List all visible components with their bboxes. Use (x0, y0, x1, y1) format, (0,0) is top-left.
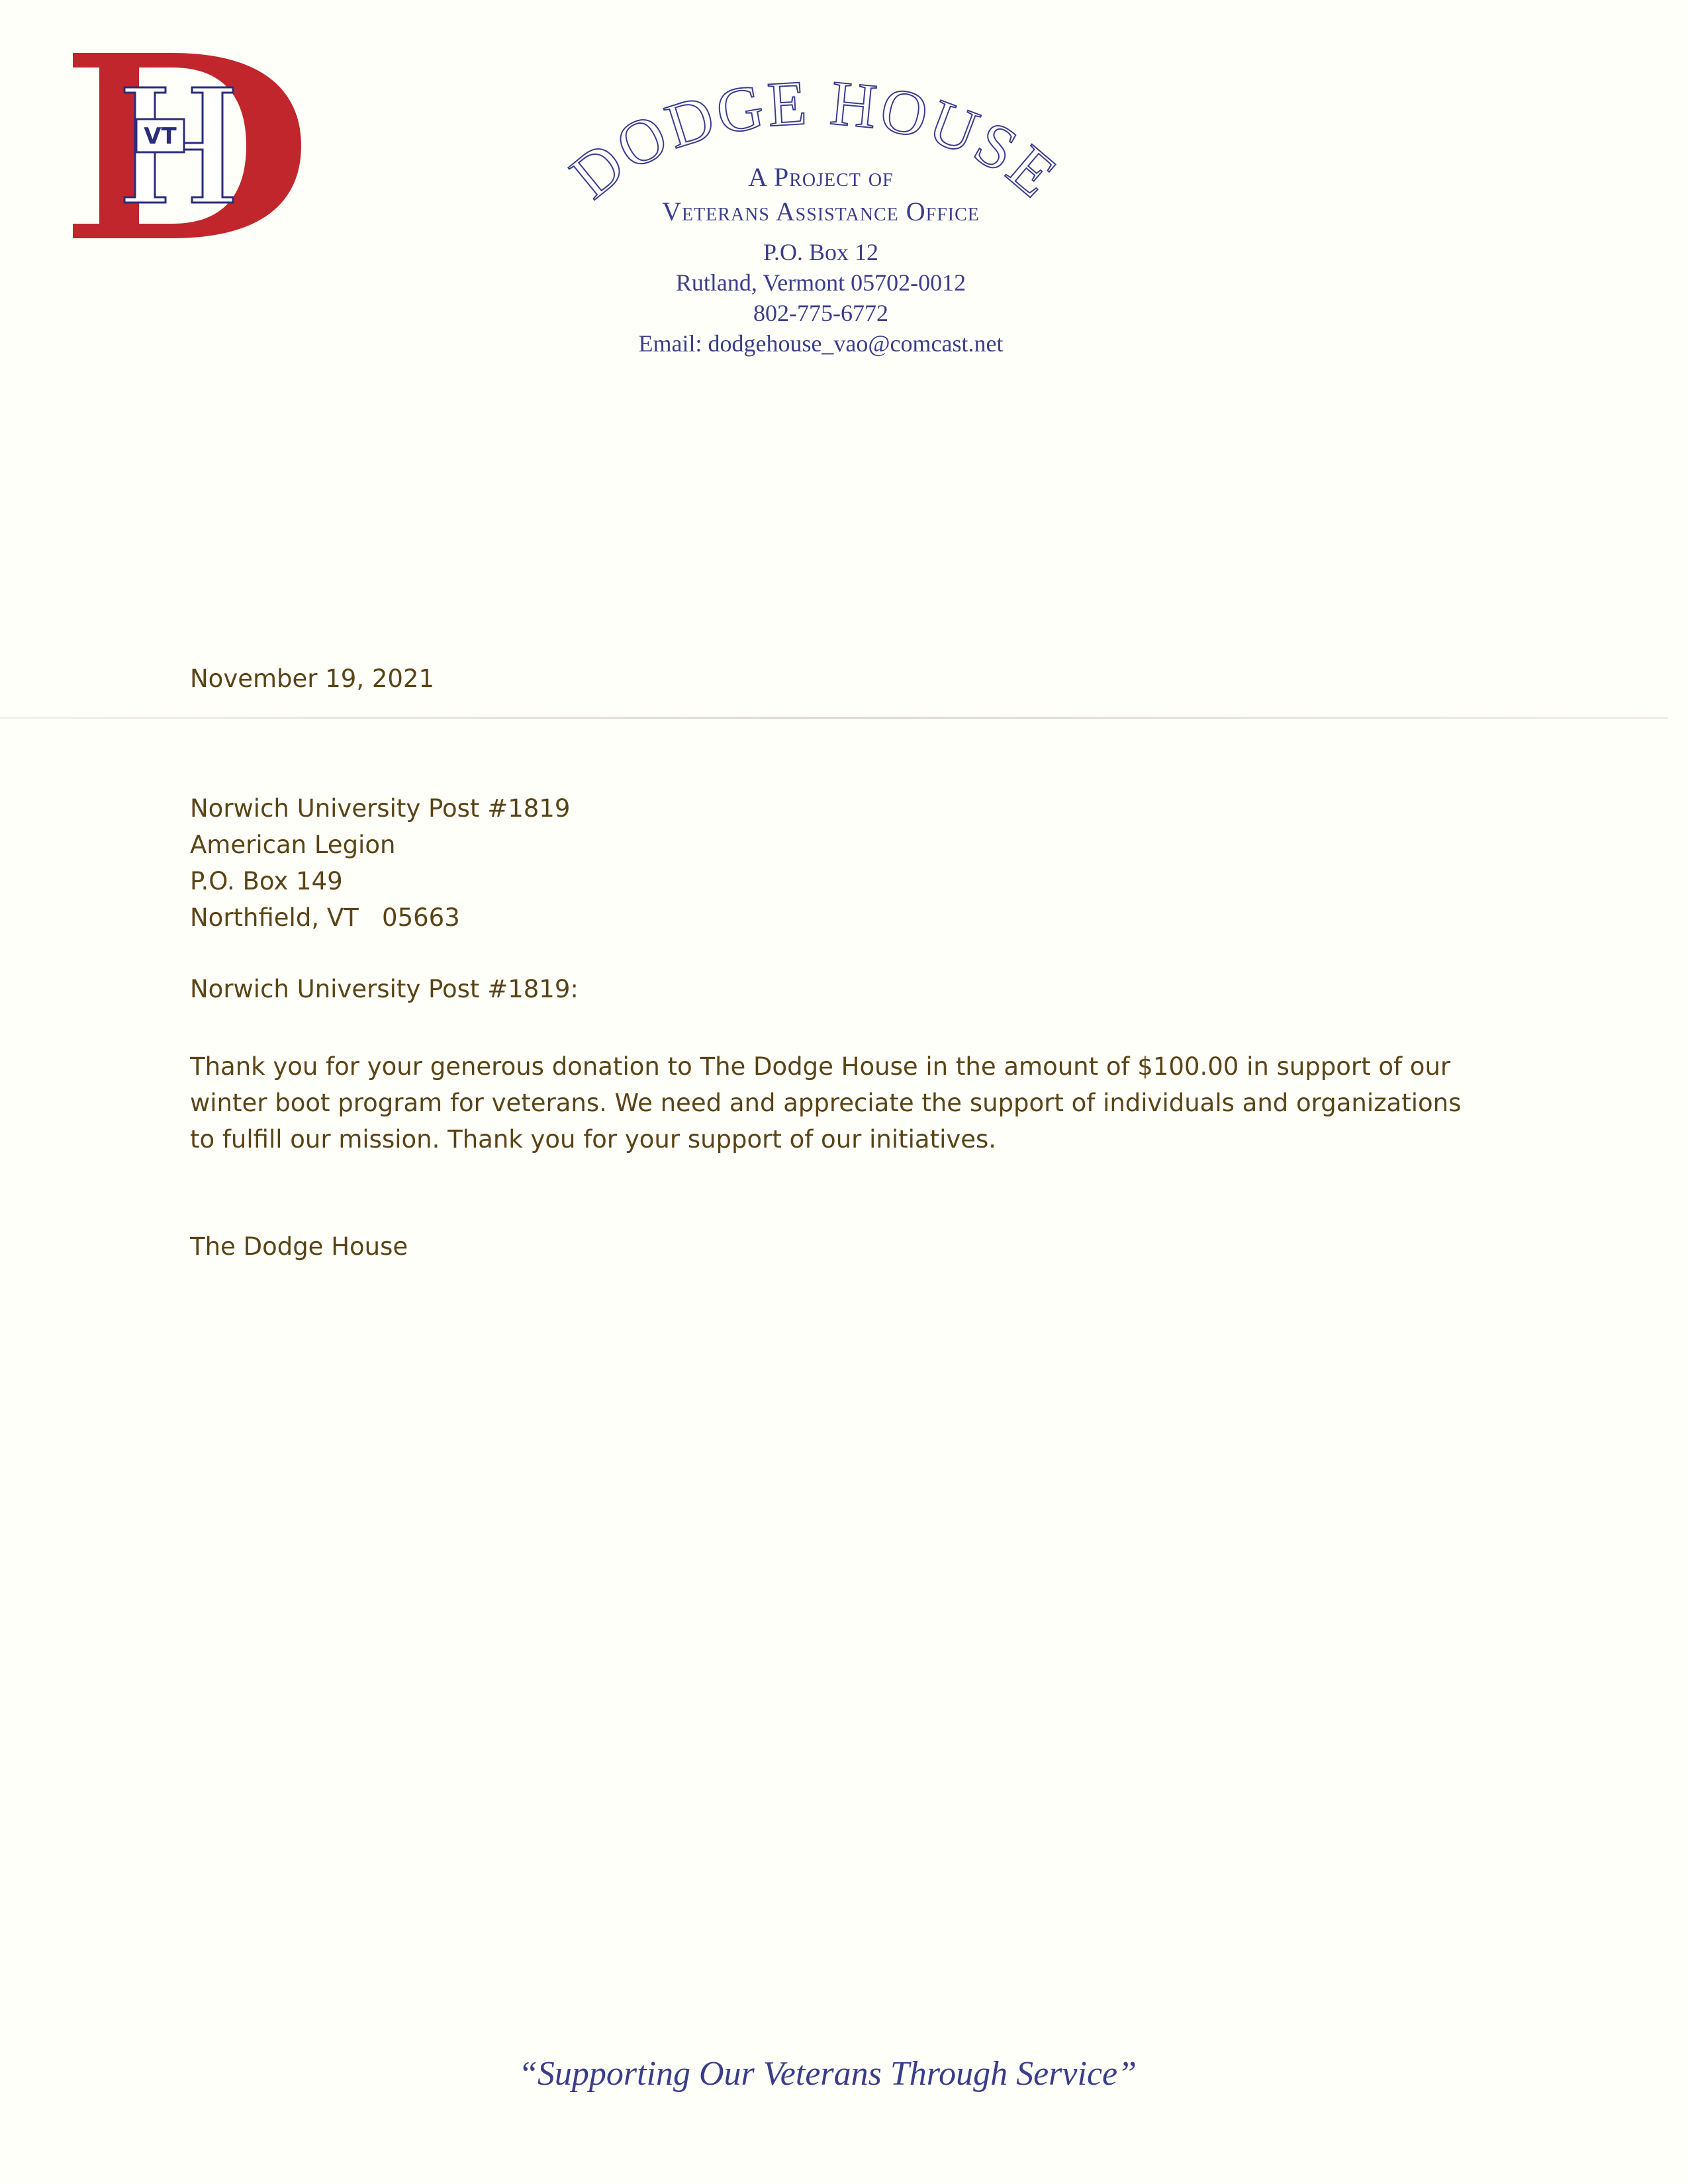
salutation: Norwich University Post #1819: (190, 975, 579, 1003)
fold-line (0, 717, 1668, 719)
project-line-1: A Project of (748, 162, 894, 192)
arched-title-bind: DODGE HOUSE (557, 66, 1072, 212)
body-line-2: winter boot program for veterans. We need and appreciate the support of individuals and organizations (190, 1089, 1462, 1117)
recipient-line-1: Norwich University Post #1819 (190, 794, 571, 823)
letterhead-address (543, 237, 1099, 359)
recipient-address (190, 790, 570, 936)
address-phone: 802-775-6772 (753, 300, 888, 326)
recipient-line-2: American Legion (190, 831, 396, 859)
recipient-line-3: P.O. Box 149 (190, 867, 343, 895)
footer-motto: “Supporting Our Veterans Through Service” (518, 2055, 1137, 2093)
letter-body (190, 1048, 1514, 1158)
address-po-box: P.O. Box 12 (763, 239, 879, 265)
project-of (596, 160, 1046, 229)
dodge-house-logo (73, 53, 311, 238)
body-line-1: Thank you for your generous donation to The Dodge House in the amount of $100.00 in support of our (190, 1052, 1451, 1081)
letter-date: November 19, 2021 (190, 664, 435, 693)
address-city: Rutland, Vermont 05702-0012 (675, 269, 966, 296)
body-line-3: to fulfill our mission. Thank you for your support of our initiatives. (190, 1125, 997, 1154)
logo-vt-text: VT (144, 123, 177, 150)
recipient-line-4: Northfield, VT 05663 (190, 903, 460, 932)
project-line-2: Veterans Assistance Office (662, 197, 980, 226)
address-email: Email: dodgehouse_vao@comcast.net (638, 330, 1004, 357)
signature: The Dodge House (190, 1232, 408, 1261)
